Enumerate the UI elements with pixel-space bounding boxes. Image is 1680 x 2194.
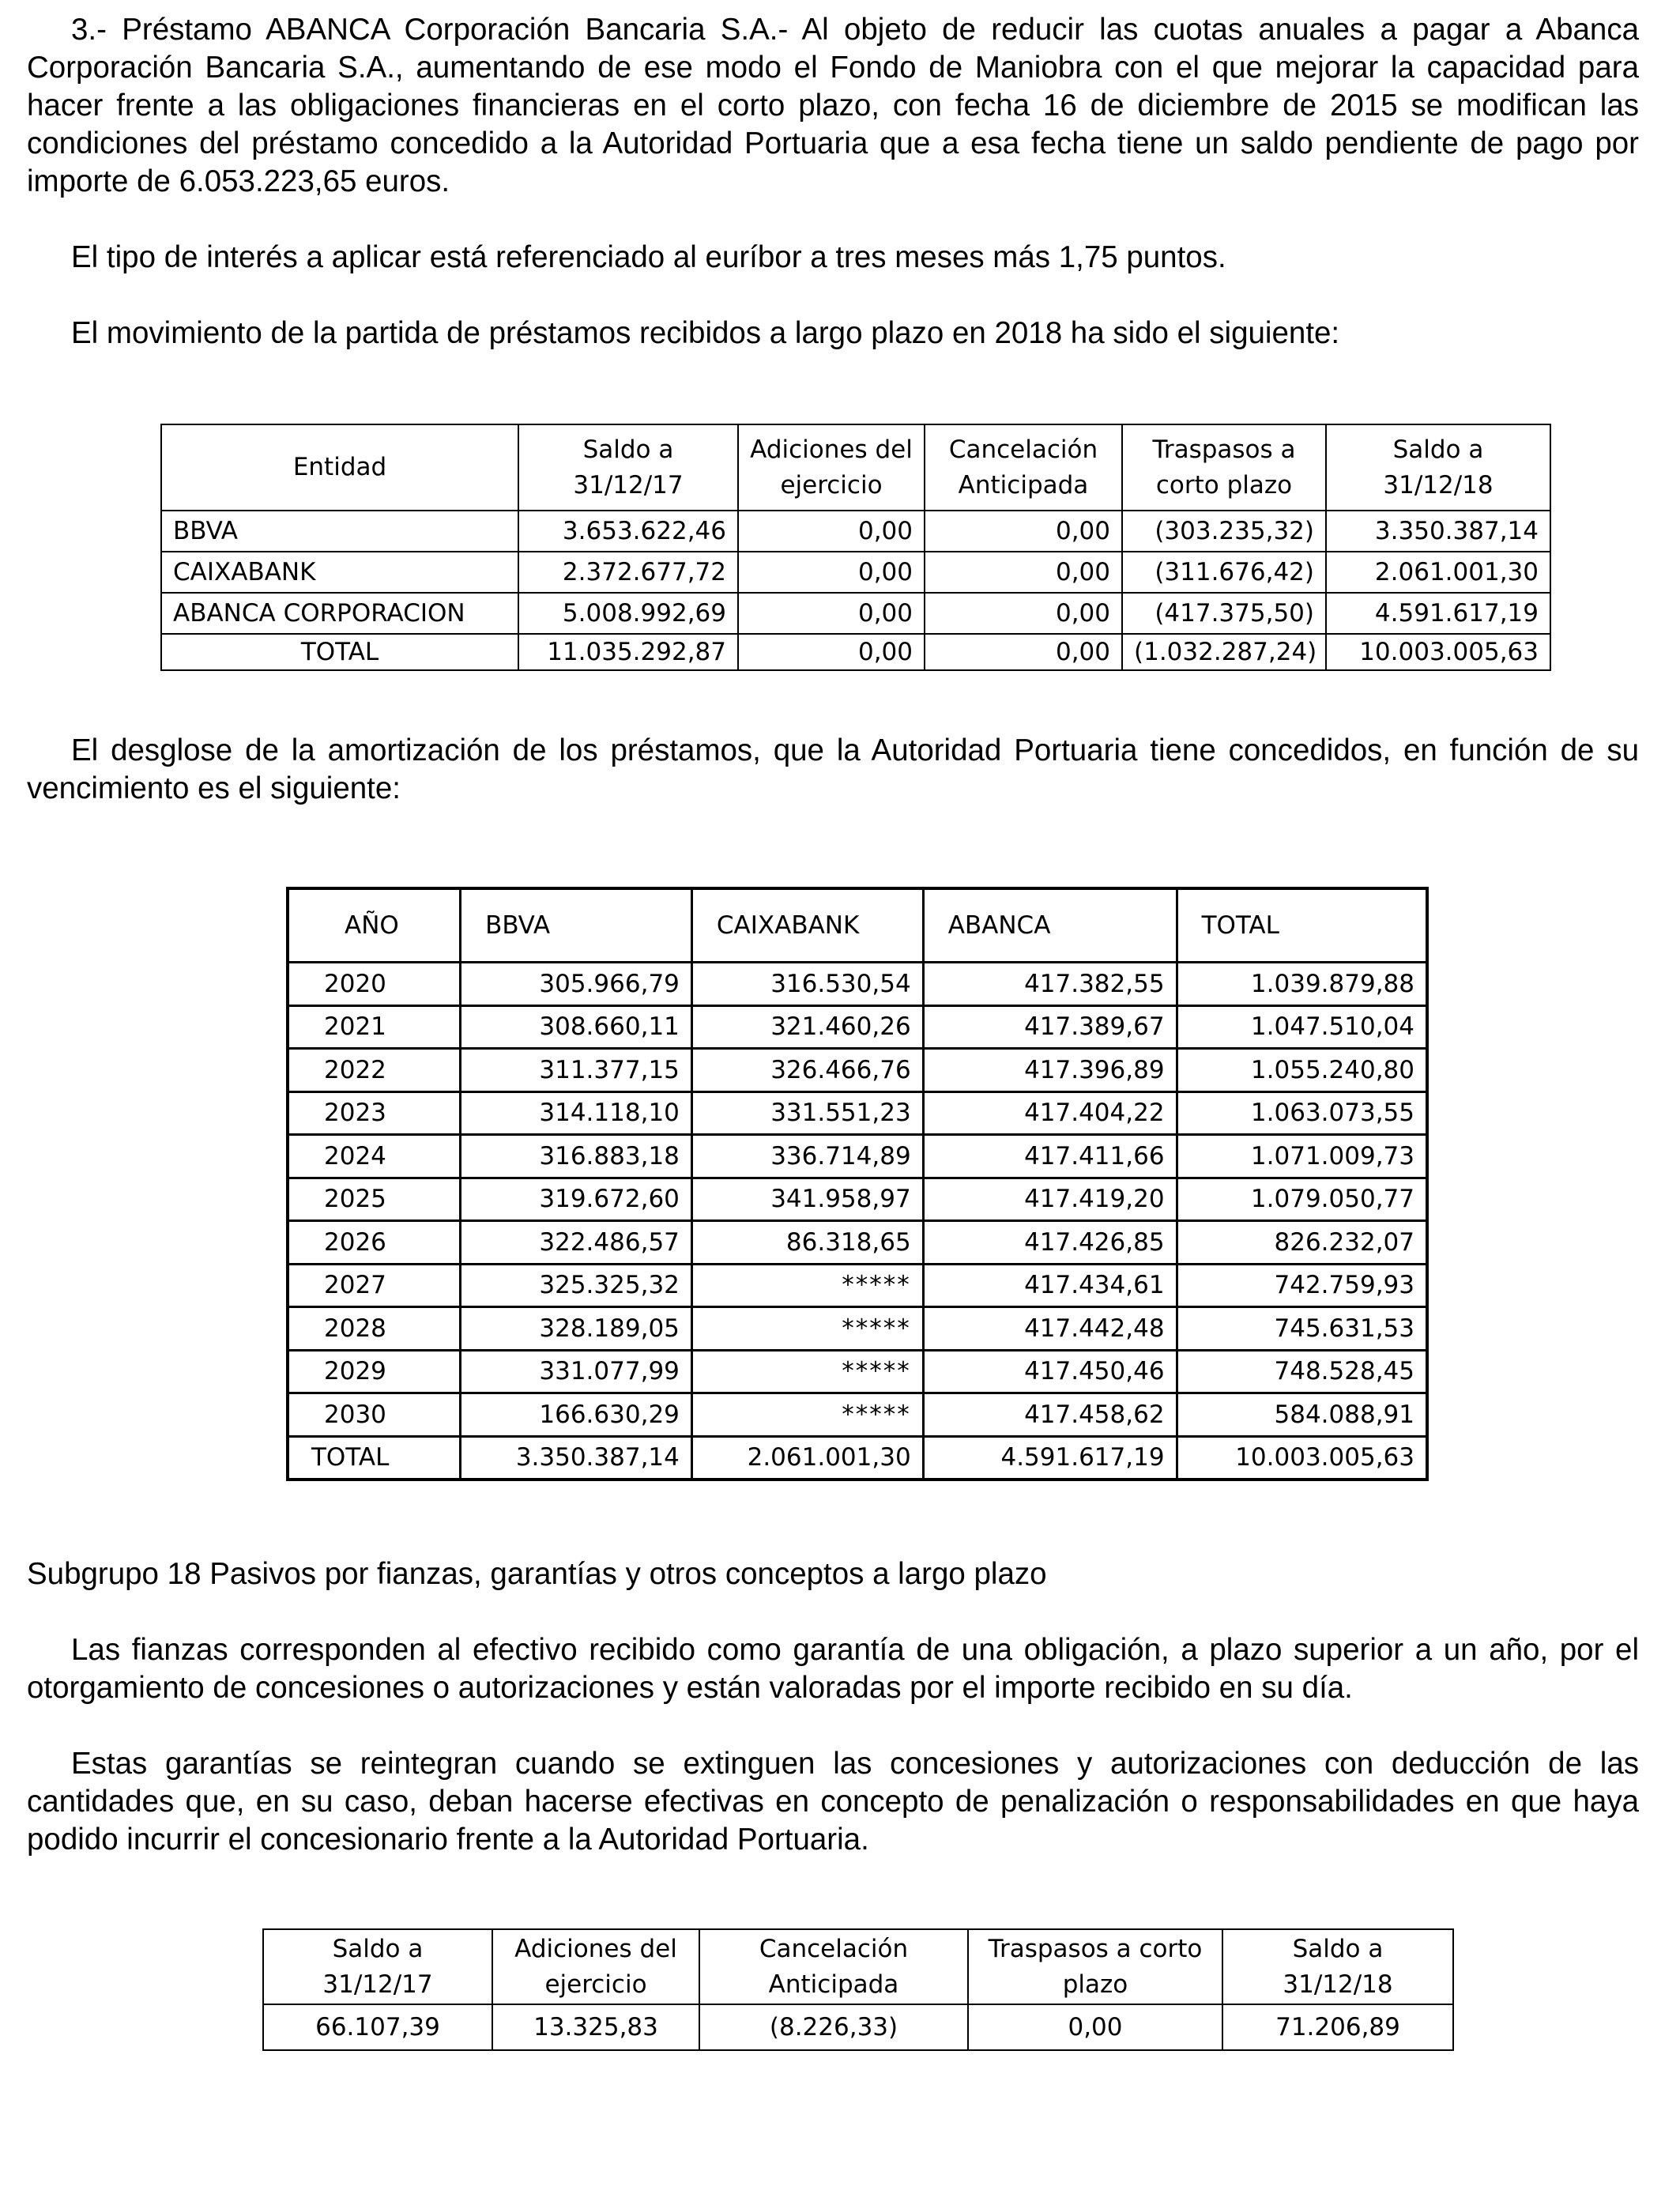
- table-row: 2025 319.672,60 341.958,97 417.419,20 1.079.050,77: [288, 1178, 1427, 1221]
- paragraph-loan-movement-intro: El movimiento de la partida de préstamos recibidos a largo plazo en 2018 ha sido el siguiente:: [71, 316, 1340, 350]
- header-adiciones: Adiciones del ejercicio: [738, 424, 925, 511]
- header-bbva: BBVA: [461, 888, 692, 963]
- table-total-row: TOTAL 3.350.387,14 2.061.001,30 4.591.617,19 10.003.005,63: [288, 1436, 1427, 1480]
- header-saldo-2018: Saldo a 31/12/18: [1222, 1929, 1453, 2004]
- header-cancelacion: Cancelación Anticipada: [925, 424, 1122, 511]
- maturity-table: [286, 887, 1429, 1481]
- table-row: 2022 311.377,15 326.466,76 417.396,89 1.055.240,80: [288, 1049, 1427, 1092]
- table-row: ABANCA CORPORACION 5.008.992,69 0,00 0,00 (417.375,50) 4.591.617,19: [161, 593, 1550, 634]
- table-row: 2023 314.118,10 331.551,23 417.404,22 1.063.073,55: [288, 1091, 1427, 1135]
- header-total: TOTAL: [1177, 888, 1427, 963]
- header-traspasos: Traspasos a corto plazo: [968, 1929, 1222, 2004]
- header-saldo-2017: Saldo a 31/12/17: [263, 1929, 492, 2004]
- loans-movement-table: [160, 424, 1551, 671]
- table-row: 2021 308.660,11 321.460,26 417.389,67 1.047.510,04: [288, 1005, 1427, 1049]
- paragraph-garantias: Estas garantías se reintegran cuando se extinguen las concesiones y autorizaciones con deducción de las cantidades que, en su caso, deban hacerse efectivas en concepto de penalización o responsabilidades en que haya podido incurrir el concesionario frente a la Autoridad Portuaria.: [27, 1747, 1639, 1857]
- header-caixabank: CAIXABANK: [691, 888, 923, 963]
- table-row: CAIXABANK 2.372.677,72 0,00 0,00 (311.676,42) 2.061.001,30: [161, 552, 1550, 593]
- table-row: 2030 166.630,29 ***** 417.458,62 584.088,91: [288, 1393, 1427, 1437]
- header-abanca: ABANCA: [923, 888, 1177, 963]
- table-row: 2020 305.966,79 316.530,54 417.382,55 1.039.879,88: [288, 963, 1427, 1006]
- deposits-table: [262, 1928, 1454, 2051]
- subgroup-18-heading: Subgrupo 18 Pasivos por fianzas, garantías y otros conceptos a largo plazo: [27, 1557, 1047, 1591]
- table-row: 2026 322.486,57 86.318,65 417.426,85 826.232,07: [288, 1221, 1427, 1265]
- header-adiciones: Adiciones del ejercicio: [492, 1929, 699, 2004]
- table-total-row: TOTAL 11.035.292,87 0,00 0,00 (1.032.287,24) 10.003.005,63: [161, 634, 1550, 670]
- header-cancelacion: Cancelación Anticipada: [699, 1929, 968, 2004]
- table-row: 2027 325.325,32 ***** 417.434,61 742.759,93: [288, 1264, 1427, 1307]
- header-traspasos: Traspasos a corto plazo: [1122, 424, 1326, 511]
- paragraph-maturity-intro: El desglose de la amortización de los préstamos, que la Autoridad Portuaria tiene concedidos, en función de su vencimiento es el siguiente:: [27, 733, 1639, 805]
- table-row: 2028 328.189,05 ***** 417.442,48 745.631,53: [288, 1307, 1427, 1351]
- header-saldo-2017: Saldo a 31/12/17: [518, 424, 738, 511]
- header-year: AÑO: [288, 888, 461, 963]
- paragraph-interest-rate: El tipo de interés a aplicar está referenciado al euríbor a tres meses más 1,75 puntos.: [71, 240, 1226, 274]
- paragraph-abanca-loan: 3.- Préstamo ABANCA Corporación Bancaria S.A.- Al objeto de reducir las cuotas anuales a pagar a Abanca Corporación Bancaria S.A., aumentando de ese modo el Fondo de Maniobra con el que mejorar la capacidad para hacer frente a las obligaciones financieras en el corto plazo, con fecha 16 de diciembre de 2015 se modifican las condiciones del préstamo concedido a la Autoridad Portuaria que a esa fecha tiene un saldo pendiente de pago por importe de 6.053.223,65 euros.: [27, 13, 1639, 198]
- header-entidad: Entidad: [161, 424, 518, 511]
- table-row: 2029 331.077,99 ***** 417.450,46 748.528,45: [288, 1350, 1427, 1393]
- table-row: 2024 316.883,18 336.714,89 417.411,66 1.071.009,73: [288, 1135, 1427, 1178]
- header-saldo-2018: Saldo a 31/12/18: [1326, 424, 1550, 511]
- table-row: BBVA 3.653.622,46 0,00 0,00 (303.235,32) 3.350.387,14: [161, 511, 1550, 552]
- paragraph-fianzas: Las fianzas corresponden al efectivo recibido como garantía de una obligación, a plazo superior a un año, por el otorgamiento de concesiones o autorizaciones y están valoradas por el importe recibido en su día.: [27, 1633, 1639, 1705]
- table-row: 66.107,39 13.325,83 (8.226,33) 0,00 71.206,89: [263, 2004, 1453, 2050]
